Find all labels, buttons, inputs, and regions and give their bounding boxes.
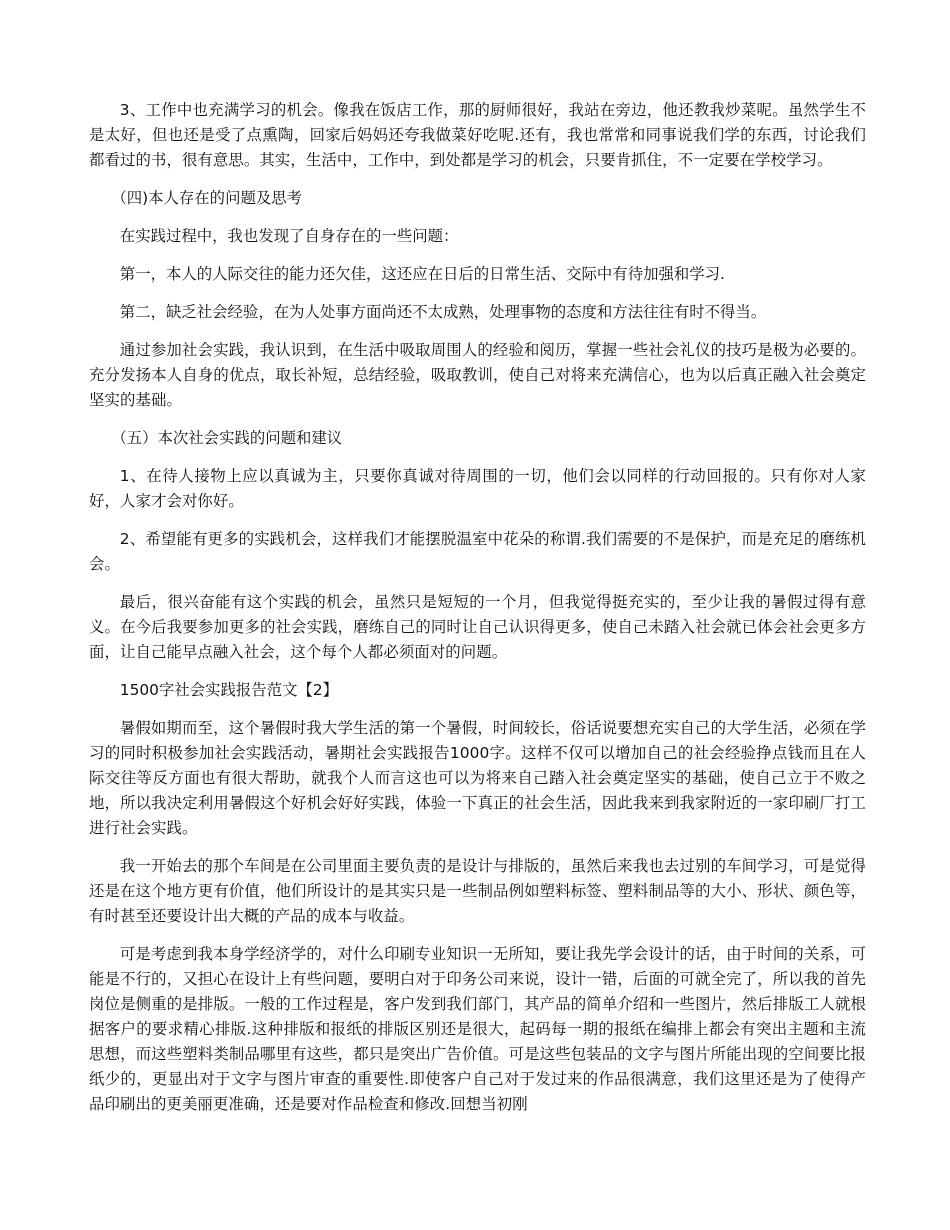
paragraph-typesetting: 可是考虑到我本身学经济学的，对什么印刷专业知识一无所知，要让我先学会设计的话，由于时间的关系，可能是不行的，又担心在设计上有些问题，要明白对于印务公司来说，设计一错，后面的可就全完了，所以我的首先岗位是侧重的是排版。一般的工作过程是，客户发到我们部门，其产品的简单介绍和一些图片，然后排版工人就根据客户的要求精心排版.这种排版和报纸的排版区别还是很大，起码每一期的报纸在编排上都会有突出主题和主流思想，而这些塑料类制品哪里有这些，都只是突出广告价值。可是这些包装品的文字与图片所能出现的空间要比报纸少的，更显出对于文字与图片审查的重要性.即使客户自己对于发过来的作品很满意，我们这里还是为了使得产品印刷出的更美丽更准确，还是要对作品检查和修改.回想当初刚: [89, 945, 866, 1113]
section-heading-problems: （四)本人存在的问题及思考: [111, 189, 303, 207]
paragraph-suggestion-first: 1、在待人接物上应以真诚为主，只要你真诚对待周围的一切，他们会以同样的行动回报的。只有你对人家好，人家才会对你好。: [89, 467, 866, 510]
section-heading-suggestions: （五）本次社会实践的问题和建议: [111, 429, 343, 447]
paragraph-work-learning: 3、工作中也充满学习的机会。像我在饭店工作，那的厨师很好，我站在旁边，他还教我炒菜呢。虽然学生不是太好，但也还是受了点熏陶，回家后妈妈还夸我做菜好吃呢.还有，我也常常和同事说我们学的东西，讨论我们都看过的书，很有意思。其实，生活中，工作中，到处都是学习的机会，只要肯抓住，不一定要在学校学习。: [89, 101, 866, 169]
paragraph-workshop: 我一开始去的那个车间是在公司里面主要负责的是设计与排版的，虽然后来我也去过别的车间学习，可是觉得还是在这个地方更有价值，他们所设计的是其实只是一些制品例如塑料标签、塑料制品等的大小、形状、颜色等，有时甚至还要设计出大概的产品的成本与收益。: [89, 857, 866, 925]
paragraph-suggestion-second: 2、希望能有更多的实践机会，这样我们才能摆脱温室中花朵的称谓.我们需要的不是保护，而是充足的磨练机会。: [89, 530, 866, 573]
article-title-2: 1500字社会实践报告范文【2】: [119, 681, 339, 699]
paragraph-problem-first: 第一，本人的人际交往的能力还欠佳，这还应在日后的日常生活、交际中有待加强和学习.: [119, 265, 725, 283]
paragraph-lessons: 通过参加社会实践，我认识到，在生活中吸取周围人的经验和阅历，掌握一些社会礼仪的技巧是极为必要的。充分发扬本人自身的优点，取长补短，总结经验，吸取教训，使自己对将来充满信心，也为以后真正融入社会奠定坚实的基础。: [89, 341, 866, 409]
paragraph-problems-intro: 在实践过程中，我也发现了自身存在的一些问题：: [119, 227, 459, 245]
paragraph-summer-intro: 暑假如期而至，这个暑假时我大学生活的第一个暑假，时间较长，俗话说要想充实自己的大学生活，必须在学习的同时积极参加社会实践活动，暑期社会实践报告1000字。这样不仅可以增加自己的社会经验挣点钱而且在人际交往等反方面也有很大帮助，就我个人而言这也可以为将来自己踏入社会奠定坚实的基础，使自己立于不败之地，所以我决定利用暑假这个好机会好好实践，体验一下真正的社会生活，因此我来到我家附近的一家印刷厂打工进行社会实践。: [89, 719, 866, 837]
paragraph-problem-second: 第二，缺乏社会经验，在为人处事方面尚还不太成熟，处理事物的态度和方法往往有时不得当。: [119, 303, 767, 321]
paragraph-conclusion: 最后，很兴奋能有这个实践的机会，虽然只是短短的一个月，但我觉得挺充实的，至少让我的暑假过得有意义。在今后我要参加更多的社会实践，磨练自己的同时让自己认识得更多，使自己未踏入社会就已体会社会更多方面，让自己能早点融入社会，这个每个人都必须面对的问题。: [89, 593, 866, 661]
